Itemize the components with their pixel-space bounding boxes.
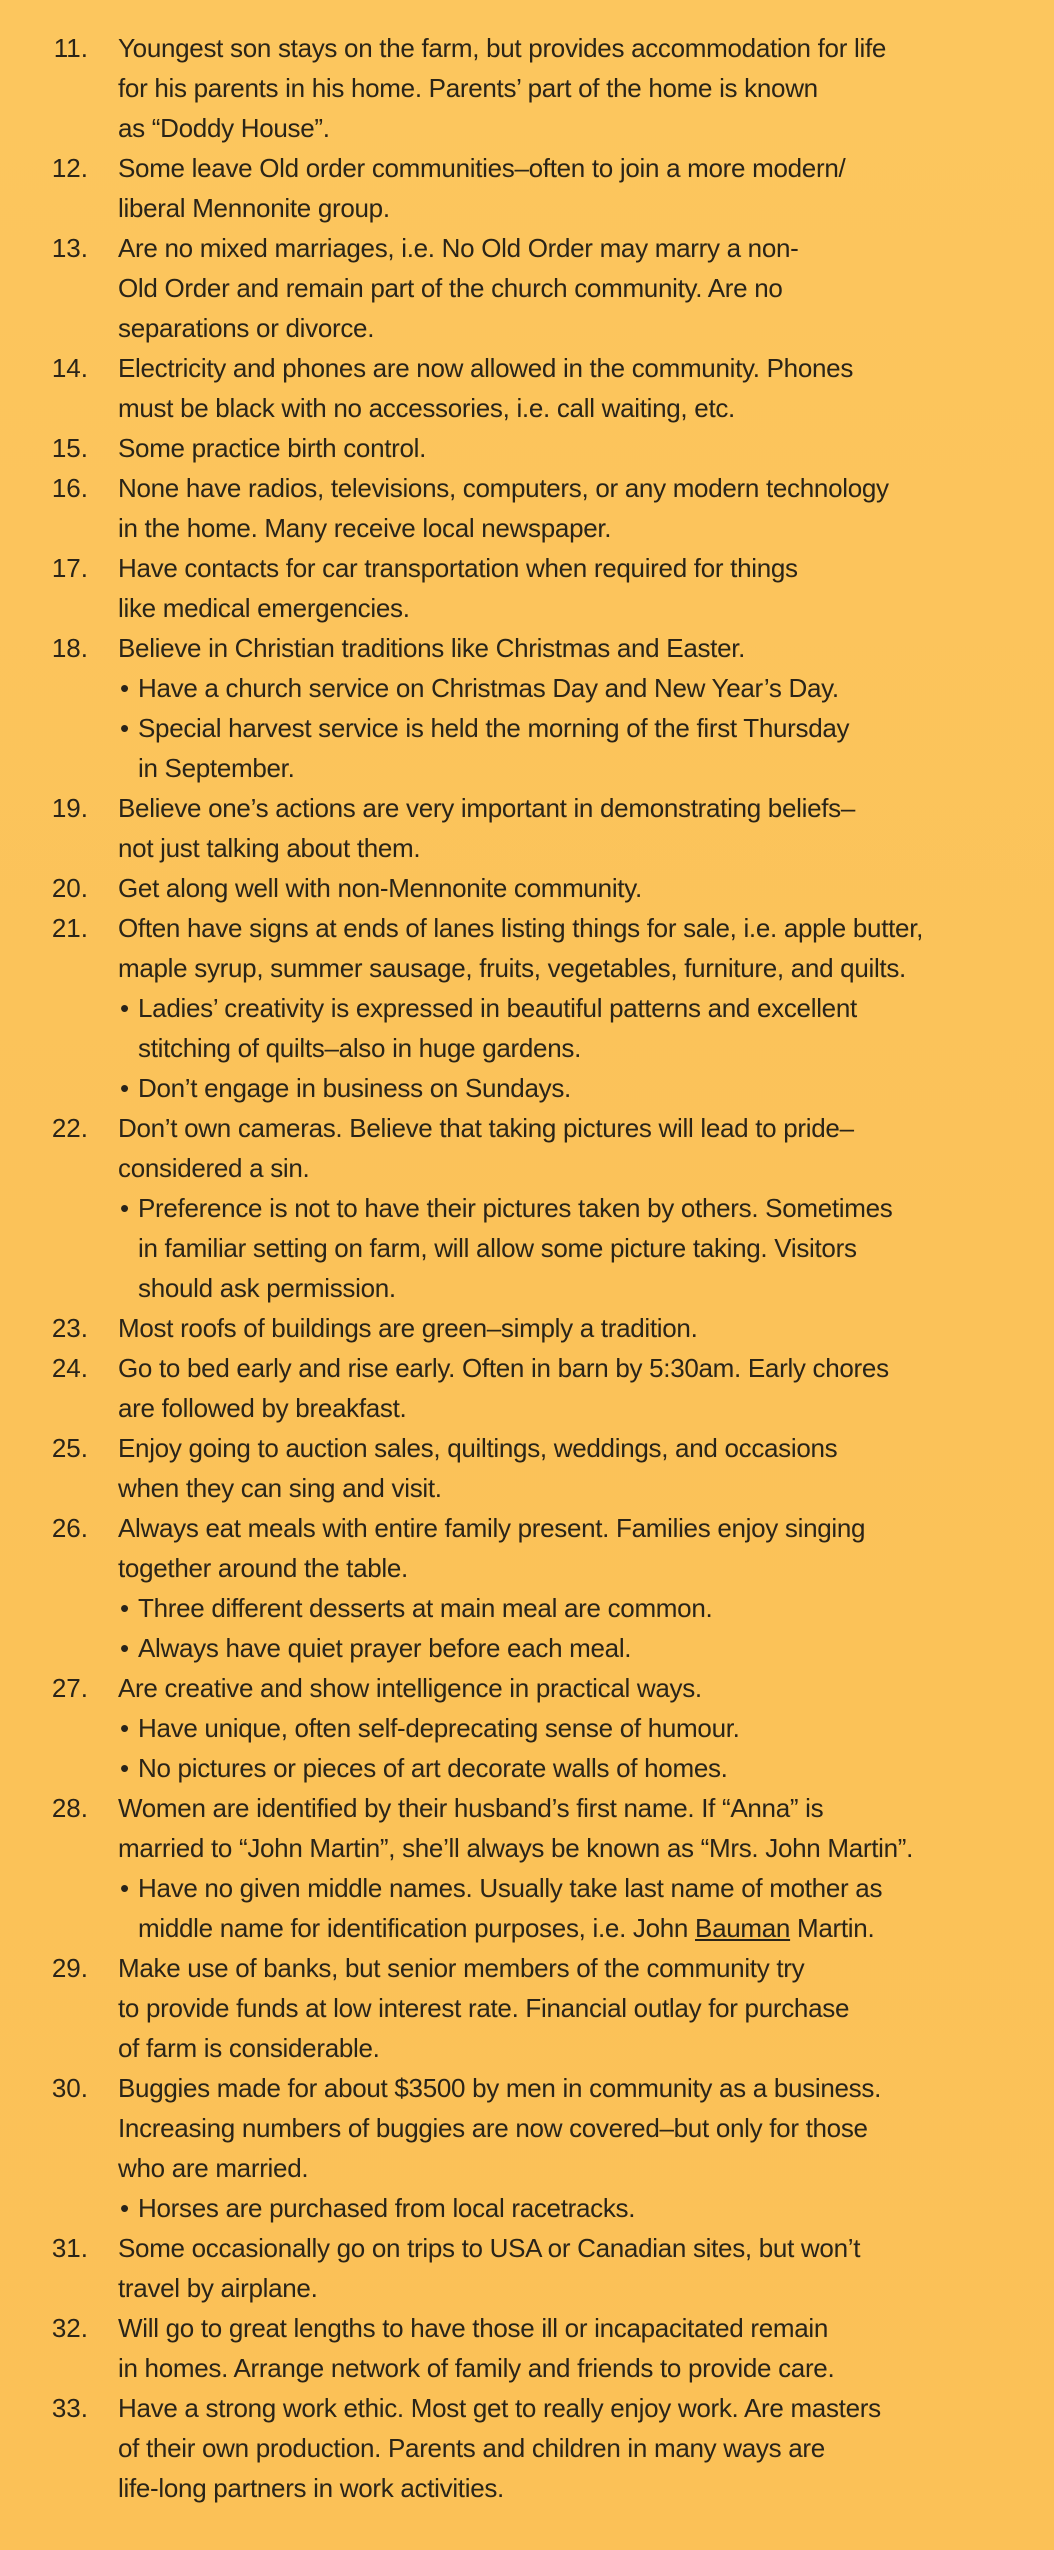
list-item	[0, 908, 1054, 1108]
underlined-word: Bauman	[695, 1913, 791, 1943]
list-item	[0, 1428, 1054, 1508]
list-item	[0, 2308, 1054, 2388]
item-text-line: in the home. Many receive local newspaper.	[118, 513, 612, 543]
bullet-list	[118, 1708, 1018, 1788]
bullet-text-line: Special harvest service is held the morning of the first Thursday	[138, 713, 850, 743]
bullet-text-line: Have no given middle names. Usually take last name of mother as	[138, 1873, 883, 1903]
item-text-line: separations or divorce.	[118, 313, 375, 343]
bullet-text-line: Three different desserts at main meal are common.	[138, 1593, 713, 1623]
list-item	[0, 1668, 1054, 1788]
item-text-line: for his parents in his home. Parents’ part of the home is known	[118, 73, 818, 103]
bullet-item	[118, 708, 1018, 788]
list-item	[0, 428, 1054, 468]
item-text-line: Increasing numbers of buggies are now covered–but only for those	[118, 2113, 868, 2143]
item-text-line: Have a strong work ethic. Most get to really enjoy work. Are masters	[118, 2393, 881, 2423]
bullet-list	[118, 2188, 1018, 2228]
bullet-item	[118, 1628, 1018, 1668]
bullet-text-line: No pictures or pieces of art decorate walls of homes.	[138, 1753, 728, 1783]
list-item	[0, 28, 1054, 148]
item-text-line: Get along well with non-Mennonite community.	[118, 873, 642, 903]
item-text-line: Buggies made for about $3500 by men in community as a business.	[118, 2073, 881, 2103]
list-item	[0, 148, 1054, 228]
item-number: 27.	[51, 1673, 88, 1703]
bullet-list	[118, 668, 1018, 788]
item-number: 17.	[51, 553, 88, 583]
bullet-dot-icon: •	[120, 673, 130, 703]
item-text-line: Some practice birth control.	[118, 433, 427, 463]
list-item	[0, 1308, 1054, 1348]
list-item	[0, 2228, 1054, 2308]
bullet-text-line: should ask permission.	[138, 1273, 396, 1303]
bullet-text-line: Always have quiet prayer before each meal.	[138, 1633, 632, 1663]
list-item	[0, 1348, 1054, 1428]
bullet-dot-icon: •	[120, 1713, 130, 1743]
item-number: 20.	[51, 873, 88, 903]
numbered-list	[0, 28, 1054, 2508]
bullet-text-line: Have unique, often self-deprecating sense of humour.	[138, 1713, 740, 1743]
bullet-list	[118, 1868, 1018, 1948]
list-item	[0, 548, 1054, 628]
bullet-text-line: Horses are purchased from local racetracks.	[138, 2193, 636, 2223]
bullet-text-line: in familiar setting on farm, will allow some picture taking. Visitors	[138, 1233, 857, 1263]
item-text-line: liberal Mennonite group.	[118, 193, 390, 223]
item-text-line: Are creative and show intelligence in practical ways.	[118, 1673, 702, 1703]
bullet-item	[118, 1588, 1018, 1628]
item-number: 18.	[51, 633, 88, 663]
item-text-line: must be black with no accessories, i.e. call waiting, etc.	[118, 393, 735, 423]
list-item	[0, 868, 1054, 908]
bullet-item	[118, 1748, 1018, 1788]
bullet-list	[118, 988, 1018, 1108]
item-number: 13.	[51, 233, 88, 263]
item-text-line: Women are identified by their husband’s first name. If “Anna” is	[118, 1793, 824, 1823]
item-text-line: who are married.	[118, 2153, 309, 2183]
item-number: 26.	[51, 1513, 88, 1543]
list-item	[0, 1108, 1054, 1308]
item-text-line: considered a sin.	[118, 1153, 310, 1183]
item-text-line: Have contacts for car transportation when required for things	[118, 553, 798, 583]
list-item	[0, 1948, 1054, 2068]
item-text-line: Electricity and phones are now allowed in the community. Phones	[118, 353, 854, 383]
item-text-line: Often have signs at ends of lanes listing things for sale, i.e. apple butter,	[118, 913, 924, 943]
item-text-line: not just talking about them.	[118, 833, 421, 863]
bullet-dot-icon: •	[120, 1193, 130, 1223]
bullet-dot-icon: •	[120, 1633, 130, 1663]
item-number: 32.	[51, 2313, 88, 2343]
bullet-item	[118, 988, 1018, 1068]
list-item	[0, 468, 1054, 548]
bullet-dot-icon: •	[120, 993, 130, 1023]
item-number: 23.	[51, 1313, 88, 1343]
item-text-line: are followed by breakfast.	[118, 1393, 407, 1423]
item-text-line: Old Order and remain part of the church community. Are no	[118, 273, 783, 303]
item-text-line: Will go to great lengths to have those ill or incapacitated remain	[118, 2313, 829, 2343]
item-text-line: married to “John Martin”, she’ll always be known as “Mrs. John Martin”.	[118, 1833, 914, 1863]
list-item	[0, 1788, 1054, 1948]
item-text-line: Believe one’s actions are very important in demonstrating beliefs–	[118, 793, 856, 823]
item-text-line: Youngest son stays on the farm, but provides accommodation for life	[118, 33, 887, 63]
item-text-line: Believe in Christian traditions like Christmas and Easter.	[118, 633, 746, 663]
bullet-item	[118, 1868, 1018, 1948]
item-text-line: like medical emergencies.	[118, 593, 410, 623]
item-number: 19.	[51, 793, 88, 823]
bullet-dot-icon: •	[120, 713, 130, 743]
item-text-line: Are no mixed marriages, i.e. No Old Order may marry a non-	[118, 233, 799, 263]
item-number: 22.	[51, 1113, 88, 1143]
item-number: 12.	[51, 153, 88, 183]
bullet-item	[118, 1188, 1018, 1308]
bullet-dot-icon: •	[120, 1753, 130, 1783]
item-text-line: life-long partners in work activities.	[118, 2473, 504, 2503]
bullet-text-line: Ladies’ creativity is expressed in beautiful patterns and excellent	[138, 993, 857, 1023]
item-text-line: Always eat meals with entire family present. Families enjoy singing	[118, 1513, 866, 1543]
bullet-dot-icon: •	[120, 1593, 130, 1623]
bullet-text-line: stitching of quilts–also in huge gardens.	[138, 1033, 581, 1063]
list-item	[0, 2388, 1054, 2508]
item-number: 29.	[51, 1953, 88, 1983]
bullet-item	[118, 1708, 1018, 1748]
item-text-line: Don’t own cameras. Believe that taking pictures will lead to pride–	[118, 1113, 854, 1143]
bullet-dot-icon: •	[120, 1873, 130, 1903]
item-text-line: in homes. Arrange network of family and friends to provide care.	[118, 2353, 835, 2383]
bullet-item	[118, 1068, 1018, 1108]
bullet-dot-icon: •	[120, 1073, 130, 1103]
item-text-line: Most roofs of buildings are green–simply a tradition.	[118, 1313, 698, 1343]
bullet-text-line: Have a church service on Christmas Day and New Year’s Day.	[138, 673, 839, 703]
item-text-line: as “Doddy House”.	[118, 113, 330, 143]
bullet-dot-icon: •	[120, 2193, 130, 2223]
list-item	[0, 2068, 1054, 2228]
list-item	[0, 1508, 1054, 1668]
item-number: 16.	[51, 473, 88, 503]
item-number: 21.	[51, 913, 88, 943]
bullet-text-line: Preference is not to have their pictures taken by others. Sometimes	[138, 1193, 893, 1223]
item-text-line: Some occasionally go on trips to USA or Canadian sites, but won’t	[118, 2233, 861, 2263]
item-text-line: Some leave Old order communities–often to join a more modern/	[118, 153, 846, 183]
item-text-line: maple syrup, summer sausage, fruits, vegetables, furniture, and quilts.	[118, 953, 906, 983]
item-text-line: together around the table.	[118, 1553, 408, 1583]
bullet-text-line: Don’t engage in business on Sundays.	[138, 1073, 571, 1103]
item-text-line: travel by airplane.	[118, 2273, 318, 2303]
item-text-line: Enjoy going to auction sales, quiltings, weddings, and occasions	[118, 1433, 838, 1463]
item-number: 30.	[51, 2073, 88, 2103]
item-text-line: Go to bed early and rise early. Often in barn by 5:30am. Early chores	[118, 1353, 889, 1383]
item-number: 33.	[51, 2393, 88, 2423]
item-number: 25.	[51, 1433, 88, 1463]
item-text-line: of farm is considerable.	[118, 2033, 380, 2063]
item-number: 15.	[51, 433, 88, 463]
item-number: 11.	[53, 33, 88, 63]
list-item	[0, 788, 1054, 868]
item-number: 14.	[51, 353, 88, 383]
list-item	[0, 228, 1054, 348]
list-item	[0, 628, 1054, 788]
item-text-line: Make use of banks, but senior members of the community try	[118, 1953, 805, 1983]
item-text-line: when they can sing and visit.	[118, 1473, 442, 1503]
item-text-line: None have radios, televisions, computers, or any modern technology	[118, 473, 889, 503]
item-number: 28.	[51, 1793, 88, 1823]
item-text-line: to provide funds at low interest rate. Financial outlay for purchase	[118, 1993, 850, 2023]
bullet-list	[118, 1588, 1018, 1668]
list-item	[0, 348, 1054, 428]
bullet-text-line: in September.	[138, 753, 295, 783]
bullet-list	[118, 1188, 1018, 1308]
item-number: 31.	[51, 2233, 88, 2263]
bullet-item	[118, 2188, 1018, 2228]
item-number: 24.	[51, 1353, 88, 1383]
bullet-text-line: middle name for identification purposes, i.e. John Bauman Martin.	[138, 1913, 875, 1943]
bullet-item	[118, 668, 1018, 708]
item-text-line: of their own production. Parents and children in many ways are	[118, 2433, 825, 2463]
